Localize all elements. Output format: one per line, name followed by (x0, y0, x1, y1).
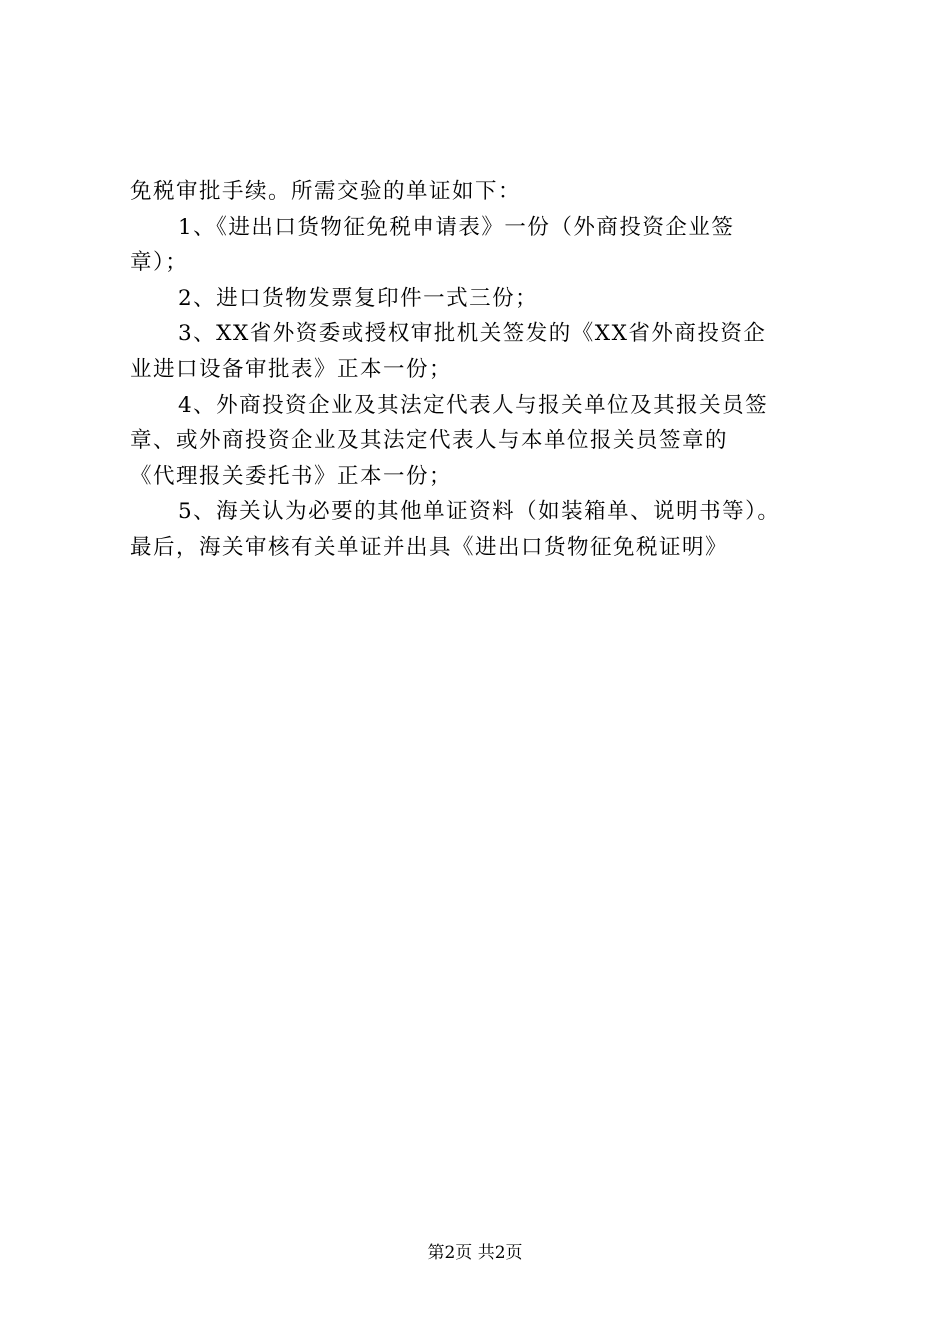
list-item-2: 2、进口货物发票复印件一式三份； (178, 285, 539, 311)
body-line-1: 免税审批手续。所需交验的单证如下： (130, 179, 522, 204)
list-item-1: 1、《进出口货物征免税申请表》一份（外商投资企业签 (178, 214, 735, 240)
list-item-4-continuation-2: 《代理报关委托书》正本一份； (130, 463, 453, 489)
list-item-1-continuation: 章）； (130, 250, 189, 276)
list-item-4-continuation-1: 章、或外商投资企业及其法定代表人与本单位报关员签章的 (130, 428, 729, 454)
list-item-3: 3、XX省外资委或授权审批机关签发的《XX省外商投资企 (178, 321, 767, 347)
list-item-4: 4、外商投资企业及其法定代表人与报关单位及其报关员签 (178, 392, 769, 418)
closing-line: 最后，海关审核有关单证并出具《进出口货物征免税证明》 (130, 534, 729, 560)
document-body (130, 174, 835, 566)
list-item-5: 5、海关认为必要的其他单证资料（如装箱单、说明书等）。 (178, 499, 781, 525)
list-item-3-continuation: 业进口设备审批表》正本一份； (130, 356, 453, 382)
page-number-footer: 第2页 共2页 (427, 1243, 523, 1263)
